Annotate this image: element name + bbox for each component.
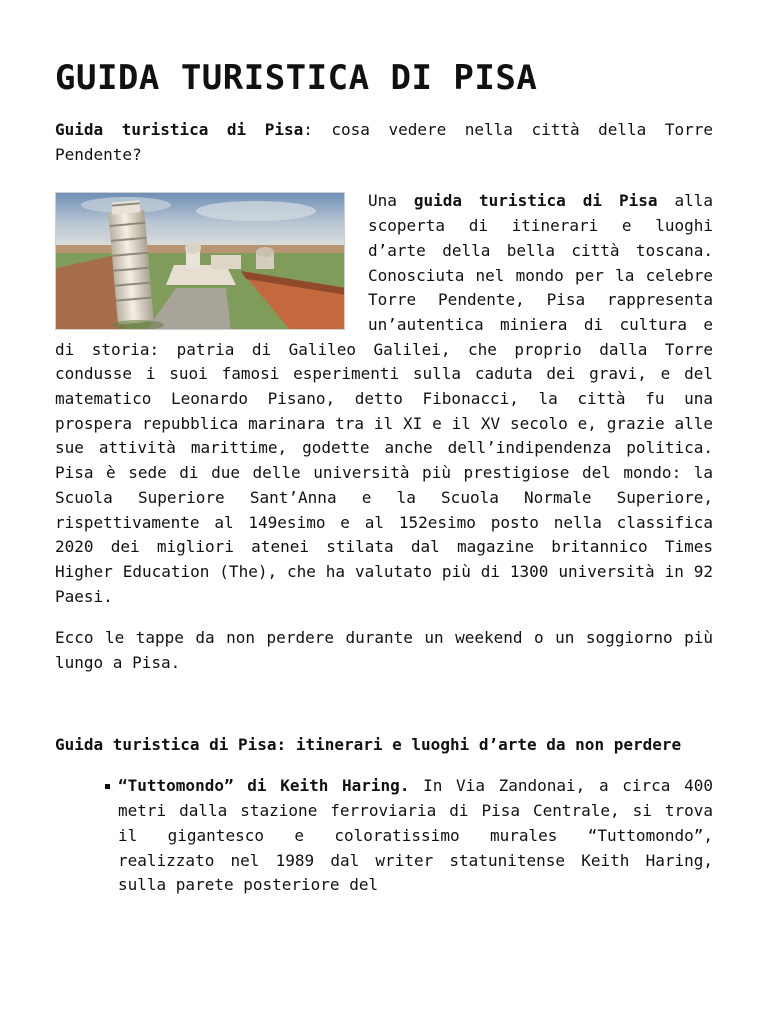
leaning-tower-image — [56, 193, 345, 330]
places-list — [55, 774, 713, 898]
bullet-icon — [105, 784, 110, 789]
page-title: GUIDA TURISTICA DI PISA — [55, 58, 538, 98]
pisa-tower-photo — [55, 192, 345, 330]
body-lead: Una — [368, 191, 414, 211]
body-block — [55, 189, 713, 609]
article — [55, 0, 713, 898]
list-item — [118, 774, 713, 898]
body-bold: guida turistica di Pisa — [413, 191, 658, 211]
section-heading: Guida turistica di Pisa: itinerari e luoghi d’arte da non perdere — [55, 734, 682, 754]
body-text: alla scoperta di itinerari e luoghi d’arte della bella città toscana. Conosciuta nel mondo per la celebre Torre Pendente, Pisa rappresenta un’autentica miniera di cultura e di storia: patria di Galileo Galilei, che proprio dalla Torre condusse i suoi famosi esperimenti sulla caduta dei gravi, e del matematico Leonardo Pisano, detto Fibonacci, la città fu una prospera repubblica marinara tra il XI e il XV secolo e, grazie alle sue attività marittime, godette anche dell’indipendenza politica. Pisa è sede di due delle università più prestigiose del mondo: la Scuola Superiore Sant’Anna e la Scuola Normale Superiore, rispettivamente al 149esimo e al 152esimo posto nella classifica 2020 dei migliori atenei stilata dal magazine britannico Times Higher Education (The), che ha valutato più di 1300 università in 92 Paesi. — [55, 191, 714, 606]
intro-paragraph — [55, 118, 713, 167]
intro-bold: Guida turistica di Pisa — [55, 120, 304, 139]
list-item-text: In Via Zandonai, a circa 400 metri dalla stazione ferroviaria di Pisa Centrale, si trova il gigantesco e coloratissimo murales “Tuttomondo”, realizzato nel 1989 dal writer statunitense Keith Haring, sulla parete posteriore del — [118, 776, 713, 895]
intro-text: : cosa vedere nella città della Torre Pendente? — [55, 120, 713, 164]
closing-paragraph: Ecco le tappe da non perdere durante un weekend o un soggiorno più lungo a Pisa. — [55, 628, 713, 673]
list-item-bold: “Tuttomondo” di Keith Haring. — [118, 776, 410, 796]
